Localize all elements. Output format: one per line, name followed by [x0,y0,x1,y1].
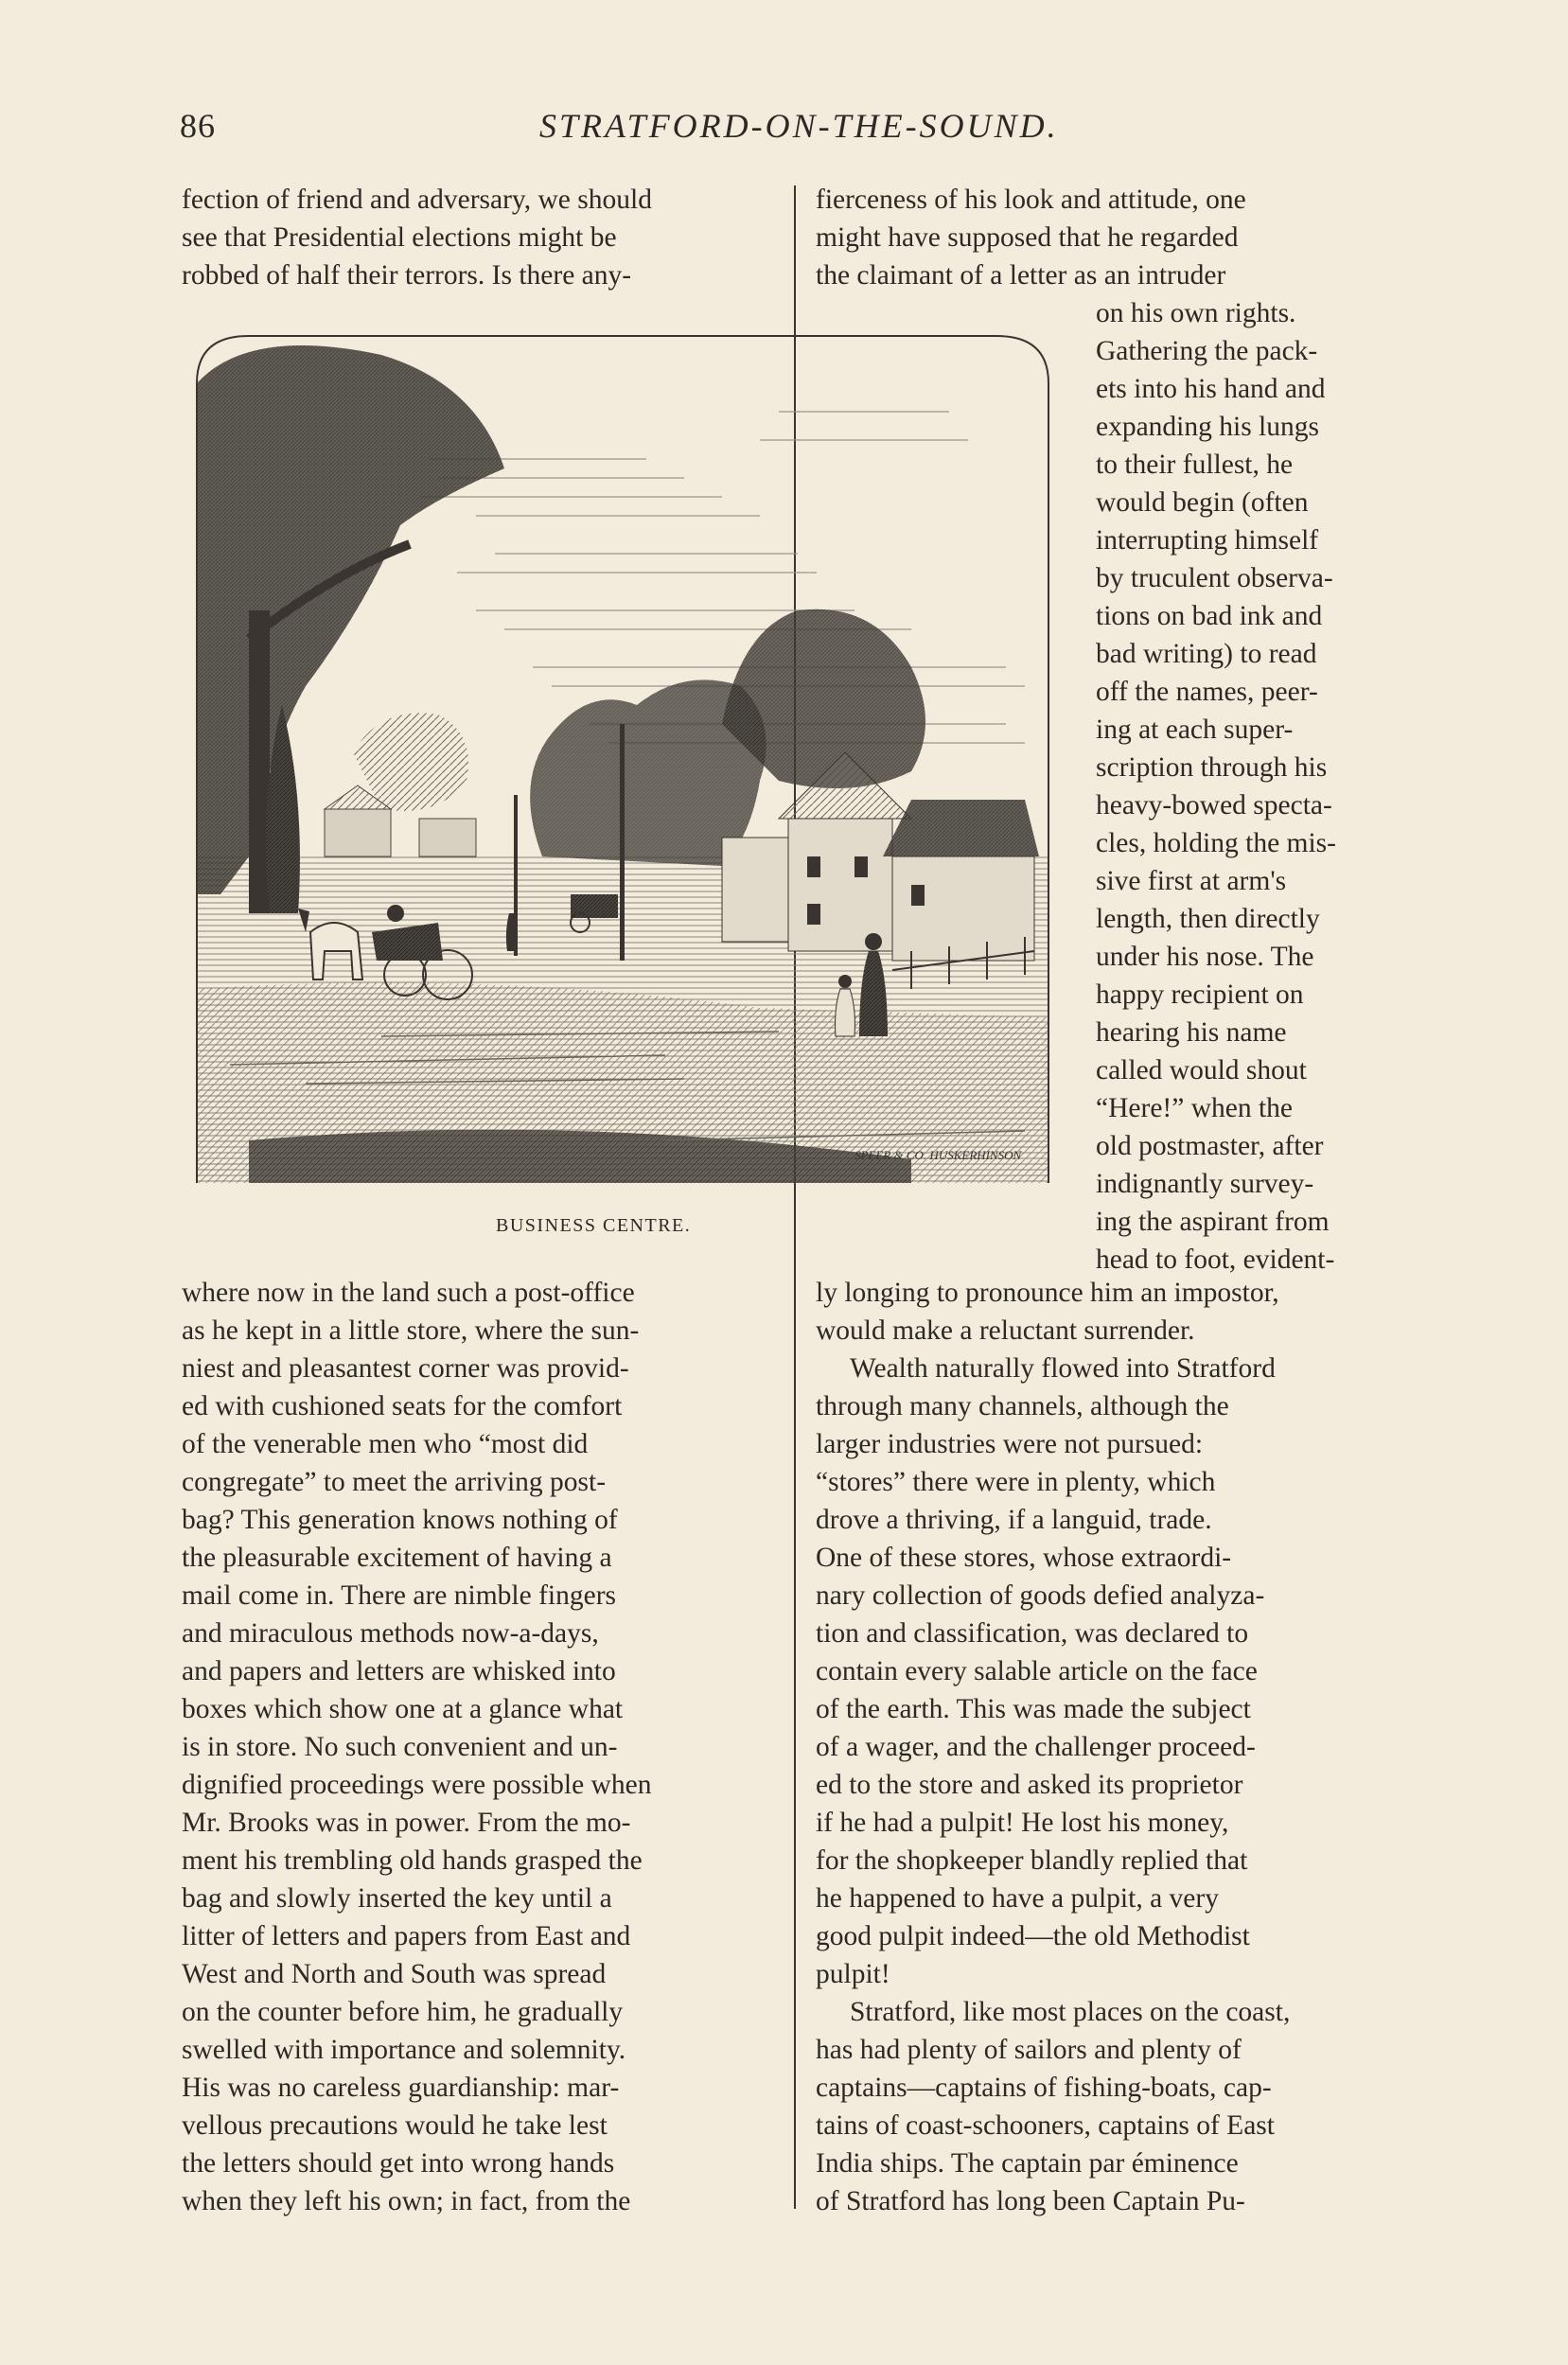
text-line: and papers and letters are whisked into [182,1656,616,1686]
text-line: might have supposed that he regarded [816,222,1239,253]
text-line: fection of friend and adversary, we should [182,185,652,215]
text-line: by truculent observa- [1096,563,1333,593]
text-line: he happened to have a pulpit, a very [816,1883,1219,1914]
text-line: sive first at arm's [1096,866,1287,896]
text-line: West and North and South was spread [182,1959,607,1989]
text-line: old postmaster, after [1096,1131,1324,1161]
figure-caption: BUSINESS CENTRE. [496,1215,692,1236]
text-line: the claimant of a letter as an intruder [816,260,1226,291]
text-line: indignantly survey- [1096,1169,1314,1199]
text-line: fierceness of his look and attitude, one [816,185,1246,215]
text-line: bag and slowly inserted the key until a [182,1883,612,1914]
text-line: tion and classification, was declared to [816,1618,1249,1649]
text-line: “stores” there were in plenty, which [816,1467,1216,1497]
text-line: for the shopkeeper blandly replied that [816,1845,1248,1876]
text-line: contain every salable article on the face [816,1656,1258,1686]
text-line: congregate” to meet the arriving post- [182,1467,607,1497]
text-line: larger industries were not pursued: [816,1429,1204,1459]
text-line: of Stratford has long been Captain Pu- [816,2186,1245,2216]
text-line: length, then directly [1096,904,1320,934]
text-line: bad writing) to read [1096,639,1317,669]
text-line: when they left his own; in fact, from the [182,2186,631,2216]
text-line: drove a thriving, if a languid, trade. [816,1505,1212,1535]
text-line: happy recipient on [1096,980,1304,1010]
text-line: nary collection of goods defied analyza- [816,1580,1265,1611]
text-line: robbed of half their terrors. Is there any- [182,260,632,291]
text-line: dignified proceedings were possible when [182,1770,652,1800]
text-line: Mr. Brooks was in power. From the mo- [182,1808,631,1838]
text-line: of the venerable men who “most did [182,1429,589,1459]
text-line: would make a reluctant surrender. [816,1315,1195,1346]
page-number: 86 [180,107,216,145]
text-line: hearing his name [1096,1017,1287,1048]
text-line: of a wager, and the challenger proceed- [816,1732,1256,1762]
text-line: the letters should get into wrong hands [182,2148,615,2179]
text-line: ed to the store and asked its proprietor [816,1770,1243,1800]
text-line: ing the aspirant from [1096,1207,1330,1237]
running-title: STRATFORD-ON-THE-SOUND. [539,107,1059,145]
text-line: on his own rights. [1096,298,1296,328]
text-line: head to foot, evident- [1096,1244,1335,1275]
text-line: One of these stores, whose extraordi- [816,1543,1232,1573]
text-line: pulpit! [816,1959,890,1989]
text-line: where now in the land such a post-office [182,1278,635,1308]
text-line: as he kept in a little store, where the sun- [182,1315,640,1346]
engraver-signature: SPEER & CO. HUSKERHINSON [854,1148,1022,1162]
text-line: called would shout [1096,1055,1307,1085]
text-line: litter of letters and papers from East and [182,1921,631,1951]
text-line: ly longing to pronounce him an impostor, [816,1278,1279,1308]
text-line: see that Presidential elections might be [182,222,617,253]
text-line: is in store. No such convenient and un- [182,1732,618,1762]
text-line: tains of coast-schooners, captains of East [816,2110,1275,2141]
business-centre-engraving [192,327,1051,1188]
text-line: interrupting himself [1096,525,1319,556]
text-line: India ships. The captain par éminence [816,2148,1239,2179]
text-line: of the earth. This was made the subject [816,1694,1251,1724]
text-line: “Here!” when the [1096,1093,1294,1123]
text-line: ed with cushioned seats for the comfort [182,1391,623,1421]
text-line: Stratford, like most places on the coast, [850,1997,1291,2027]
text-line: to their fullest, he [1096,450,1294,480]
text-line: ing at each super- [1096,715,1294,745]
text-line: vellous precautions would he take lest [182,2110,608,2141]
text-line: Wealth naturally flowed into Stratford [850,1353,1276,1384]
text-line: expanding his lungs [1096,412,1319,442]
text-line: swelled with importance and solemnity. [182,2035,626,2065]
text-line: has had plenty of sailors and plenty of [816,2035,1242,2065]
text-line: His was no careless guardianship: mar- [182,2073,620,2103]
text-line: through many channels, although the [816,1391,1229,1421]
text-line: cles, holding the mis- [1096,828,1336,858]
text-line: the pleasurable excitement of having a [182,1543,612,1573]
text-line: ets into his hand and [1096,374,1326,404]
text-line: good pulpit indeed—the old Methodist [816,1921,1250,1951]
text-line: ment his trembling old hands grasped the [182,1845,643,1876]
text-line: bag? This generation knows nothing of [182,1505,618,1535]
text-line: Gathering the pack- [1096,336,1318,366]
text-line: under his nose. The [1096,942,1314,972]
text-line: on the counter before him, he gradually [182,1997,624,2027]
text-line: scription through his [1096,752,1328,783]
text-line: would begin (often [1096,487,1309,518]
text-line: captains—captains of fishing-boats, cap- [816,2073,1272,2103]
text-line: boxes which show one at a glance what [182,1694,624,1724]
text-line: heavy-bowed specta- [1096,790,1332,821]
text-line: mail come in. There are nimble fingers [182,1580,616,1611]
text-line: if he had a pulpit! He lost his money, [816,1808,1229,1838]
text-line: off the names, peer- [1096,677,1318,707]
text-line: tions on bad ink and [1096,601,1323,631]
text-line: niest and pleasantest corner was provid- [182,1353,629,1384]
text-line: and miraculous methods now-a-days, [182,1618,599,1649]
